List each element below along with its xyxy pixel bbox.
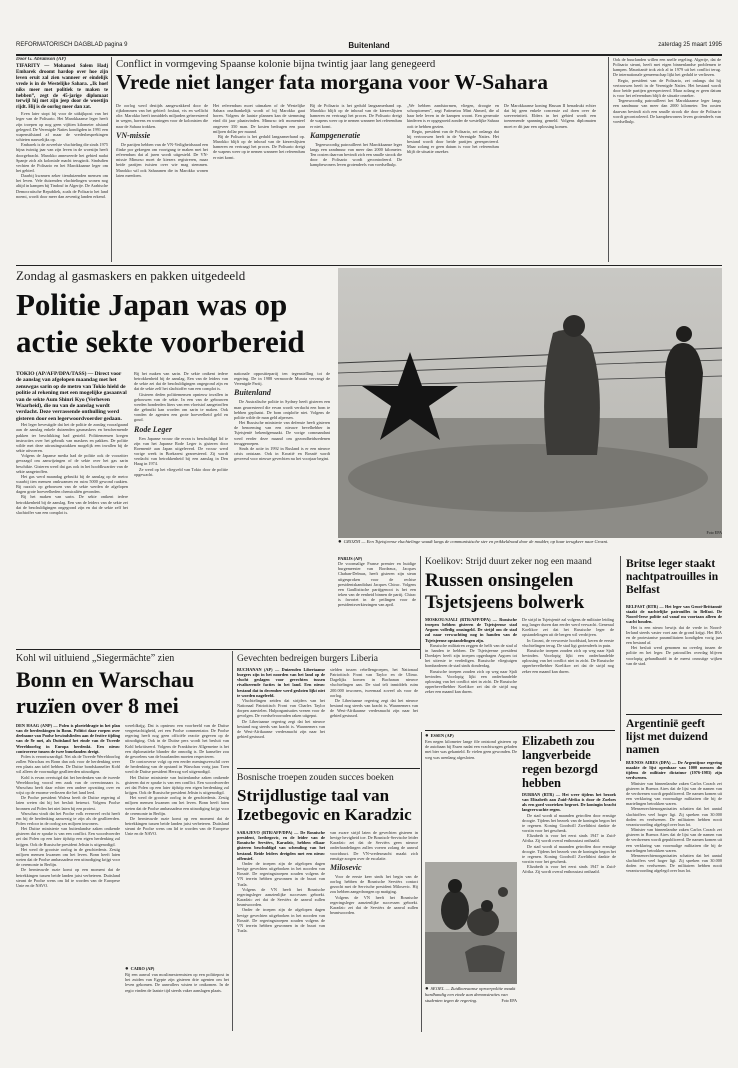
japan-subhead: Rode Leger — [134, 424, 172, 434]
japan-para: Het gas werd maandag gebruikt bij de aanslag op de metro waarbij tien mensen omkwamen en ruim 5000 gewond raakten. Bij razzia's op gebouwen van de sekte werden de afgelopen dagen grote hoeveelheden chemicaliën gevonden. — [16, 473, 128, 495]
japan-column — [16, 371, 128, 644]
argentinie-para: Mensenrechtenorganisaties schatten dat het aantal slachtoffers veel hoger ligt. Zij spreken van 30.000 doden en verdwenen. De militairen hebben nooit verantwoording afgelegd over hun lot. — [626, 852, 722, 874]
bonn-para: Polen is verontwaardigd. Net als de Tweede Wereldoorlog zullen Warschau en Bonn dan ook voor de herdenking weer een plaats aan tafel hebben. De Duitse bondskanselier Kohl wil alleen de voormalige geallieerden uitnodigen. — [16, 753, 120, 775]
parijs-dateline: PARIJS (AP) — [338, 556, 363, 561]
bosnie-para: van zware strijd laten de gevechten gisteren in hevige hevigheid toe. De Bosnisch-Servische leider Karadzic zei dat de Serviërs geen nieuwe onderhandelingen zullen voeren zolang de aanval voortduurt. De VN-vredesmacht maakt zich ernstige zorgen over de escalatie. — [330, 830, 418, 861]
bonn-column — [16, 723, 120, 1033]
bosnie-lead: SARAJEVO (RTR/AFP/DPA) — De Bosnische president, Izetbegovic, en de leider van de Bosnische Serviërs, Karadzic, hebben elkaar gisteren beschuldigd van schending van het bestand. Beide leiders dreigden met een nieuw offensief. — [237, 830, 325, 861]
sahara-para: Daarbij kwamen zeker tienduizenden mensen om het leven. Vele duizenden vluchtelingen wonen nog altijd in kampen bij Tindouf in Algerije. De Arabische Democratische Republiek, zoals de Polisario het land noemt, wordt door meer dan zeventig landen erkend. — [16, 173, 108, 199]
belfast-para: Het is een nieuw bewijs dat de vrede in Noord-Ierland steeds vaster voet aan de grond krijgt. Het IRA en de protestantse paramilitairen kondigden vorig jaar een bestand af. — [626, 624, 722, 646]
photo-credit: Foto EPA — [501, 997, 517, 1003]
sahara-para: Bij de Polisario is het geduld langzamerhand op. Marokko blijft op de inhoud van de kiezerslijsten hameren en vertraagt het proces. De Polisario dreigt de wapens weer op te nemen wanneer het referendum er niet komt. — [310, 103, 402, 129]
sahara-para: Even later stopt hij voor de uitkijkpost van het leger van de Polisario. Het Marokkaanse leger heeft zijn troepen op nog geen vijftien kilometer afstand gelegerd. De Verenigde Naties kondigden in 1991 een wapenstilstand af maar de vredesbesprekingen schieten nauwelijks op. — [16, 111, 108, 143]
liberia-para: Vluchtelingen zeiden dat strijders van het Nationaal Patriottisch Front van Charles Taylor dorpen aanvielen. Hulporganisaties vrezen voor de gevolgen. De voedselvoorraden raken uitgeput. — [237, 697, 325, 719]
section-rule — [626, 714, 722, 715]
zuidafrika-headline: Elizabeth zou langverbeide regen bezorgd hebben — [522, 734, 598, 790]
belfast-para: Het besluit werd genomen na overleg tussen de politie en het leger. De patrouilles overdag blijven voorlopig gehandhaafd in de meest onrustige wijken van de stad. — [626, 645, 722, 666]
bonn-para: wereldkrijg. Dat is opnieuw een voorbeeld van de Duitse vergeetachtigheid, zei een Poolse commentator. De Poolse regering heeft nog geen officiële reactie gegeven op de uitnodiging. Ook in de Duitse pers wordt het besluit van Kohl bekritiseerd. Volgens de Frankfurter Allgemeine is het een diplomatieke blunder die onnodig is. De kanselier zou de gevoelens van de buurlanden moeten respecteren. — [125, 723, 229, 759]
japan-subhead: Buitenland — [234, 388, 271, 398]
russen-para: Russische troepen zouden zich op weg naar Sjali bevinden. Voorlopig lijkt een onderhandelde oplossing van het conflict niet in zicht. De Russische opperbevelhebber Koelikov zei dat de strijd nog zeker een maand kan duren. — [522, 647, 614, 674]
sahara-body-column — [504, 103, 596, 262]
liberia-column — [330, 667, 418, 765]
parijs-text: De voormalige Franse premier en huidige burgemeester van Bordeaux, Jacques Chaban-Delmas, heeft gisteren zijn steun uitgesproken voor de rechtse presidentskandidaat Jacques Chirac. Volgens een Gaullistische partijgenoot is het een teken van de eenheid binnen de partij. Chirac is favoriet in de peilingen voor de presidentsverkiezingen van april. — [338, 561, 416, 608]
sahara-lead-column — [16, 57, 108, 263]
bosnie-para: Onder de troepen zijn de afgelopen dagen hevige gevechten uitgebroken in het noorden van Bosnië. De regeringstroepen zouden volgens de VN terrein hebben gewonnen in de buurt van Tuzla. — [237, 860, 325, 887]
sahara-body-column — [116, 103, 208, 262]
parijs-brief — [338, 556, 416, 660]
sahara-lead: TIFARITY — Mohamed Salem Hadj Embarek droomt hardop over hoe zijn leven eruit zal zien wanneer er eindelijk vrede is in de Westelijke Sahara. „Ik hoef niks meer met politiek te maken te hebben”, zegt de 45-jarige diplomaat terwijl hij met zijn jeep door de woestijn rijdt. Hij is de oorlog meer dan zat. — [16, 64, 108, 111]
bonn-para: De hernieuwde ruzie komt op een moment dat de betrekkingen tussen beide landen juist verbeteren. Duitsland steunt de Poolse wens om lid te worden van de Europese Unie en de NAVO. — [125, 815, 229, 837]
bonn-lead: DEN HAAG (ANP) — Polen is ploeteldragte in het plan van de herdenkingen in Bonn. Politici daar roepen over deelname van Poolse bewindslieden aan de festive tijding van de 8e mei, als Duitsland het einde van de Tweede Wereldoorlog in Europa herdenkt. Een nieuw controverse tussen de twee buurlanden dreigt. — [16, 723, 120, 754]
japan-para: Sinds de actie in 1992 in Rusland is er een nieuwe crisis ontstaan. Ook in Kroatië en Bosnië wordt gevreesd voor nieuwe gevechten nu het voorjaar begint. — [234, 445, 330, 462]
sahara-headline: Vrede niet langer fata morgana voor W-Sahara — [116, 72, 548, 94]
masthead-rule — [16, 54, 722, 56]
japan-para: De Australische politie in Sydney heeft gisteren een man gearresteerd die ervan wordt verdacht een bom te hebben geplaatst. De bom ontplofte niet. Volgens de politie wilde de man geld afpersen. — [234, 399, 330, 420]
japan-para: Gisteren deden politiemensen opnieuw invallen in gebouwen van de sekte. In een van de gebouwen werden honderden liters van een vloeistof aangetroffen die gebruikt kan worden om sarin te maken. Ook vonden de agenten een grote hoeveelheid geld en goud. — [134, 391, 228, 423]
bonn-column — [125, 723, 229, 963]
bonn-para: Het werd de grootste oorlog in de geschiedenis. Zestig miljoen mensen kwamen om het leven. Bonn heeft laten weten dat de Poolse ambassadeur een uitnodiging krijgt voor de ceremonie in Berlijn. — [125, 795, 229, 816]
sahara-subhead: Kampgeneratie — [310, 130, 361, 140]
byline: Door G. Abramson (AP) — [16, 57, 67, 62]
bonn-para: De hernieuwde ruzie komt op een moment dat de betrekkingen tussen beide landen juist verbeteren. Duitsland steunt de Poolse wens om lid te worden van de Europese Unie en de NAVO. — [16, 867, 120, 888]
zuidafrika-para: Elizabeth is voor het eerst sinds 1947 in Zuid-Afrika. Zij wordt overal enthousiast onthaald. — [522, 864, 616, 875]
argentinie-column — [626, 760, 722, 1030]
masthead — [16, 41, 722, 53]
sahara-para: Het referendum moet uitmaken of de Westelijke Sahara onafhankelijk wordt of bij Marokko gaat horen. Volgens de laatste plannen kan de stemming eind dit jaar plaatsvinden. Minurso telt momenteel ongeveer 350 man. De kosten bedragen een paar miljoen dollar per maand. — [213, 103, 305, 134]
zuidafrika-para: De stad wordt al maanden getroffen door ernstige droogte. Tijdens het bezoek van de koningin begon het te regenen. Koning Goodwill Zwelithini dankte de vorstin voor het geschenk. — [522, 812, 616, 834]
essen-brief — [425, 733, 517, 819]
sahara-para: De partijen hebben van de VN-Veiligheidsraad een flinke por gekregen om voortgang te maken met het referendum dat al jaren wordt uitgesteld. De VN-missie Minurso moet de kiezers registreren, maar beide partijen twisten over wie mag stemmen. Marokko wil ook Saharanen die in Marokko wonen laten meedoen. — [116, 141, 208, 178]
bonn-para: Het werd de grootste oorlog in de geschiedenis. Zestig miljoen mensen kwamen om het leven. Bonn heeft laten weten dat de Poolse ambassadeur een uitnodiging krijgt voor de ceremonie in Berlijn. — [16, 846, 120, 868]
argentinie-para: Minister van binnenlandse zaken Carlos Corach zei gisteren in Buenos Aires dat de lijst van de namen van de verdwenen wordt gepubliceerd. De namen komen uit een verklaring van voormalige militairen die bij de martelingen betrokken waren. — [626, 780, 722, 807]
bosnie-para: Volgens de VN heeft het Bosnische regeringsleger aanzienlijke successen geboekt. Karadzic zei dat de Serviërs de aanval zullen beantwoorden. — [237, 886, 325, 908]
sahara-para: Ook de buurlanden willen een snelle regeling. Algerije, dat de Polisario steunt, heeft met eigen binnenlandse problemen te kampen. Mauritanië trok zich al in 1979 uit het conflict terug. De internationale gemeenschap lijkt het geduld te verliezen. — [613, 57, 721, 78]
sahara-para: Bij de Polisario is het geduld langzamerhand op. Marokko blijft op de inhoud van de kiezerslijsten hameren en vertraagt het proces. De Polisario dreigt de wapens weer op te nemen wanneer het referendum er niet komt. — [213, 133, 305, 160]
belfast-headline: Britse leger staakt nachtpatrouilles in Belfast — [626, 558, 719, 596]
bonn-para: Het Duitse ministerie van buitenlandse zaken ontkende gisteren dat er sprake is van een conflict. Een woordvoerder zei dat Polen op een later tijdstip een eigen herdenking zal krijgen. Ook de Russische president Jeltsin is uitgenodigd. — [125, 774, 229, 796]
zuidafrika-para: Elizabeth is voor het eerst sinds 1947 in Zuid-Afrika. Zij wordt overal enthousiast onthaald. — [522, 833, 616, 844]
cairo-text: Bij een aanval van moslimextremisten op een politiepost in het zuiden van Egypte zijn gisteren drie agenten om het leven gekomen. De aanvallers wisten te ontkomen. In de regio vinden de laatste tijd steeds vaker aanslagen plaats. — [125, 972, 229, 993]
sahara-para: De Marokkaanse koning Hassan II benadrukt echter dat hij geen enkele concessie zal doen over de soevereiniteit. Elders in het gebied wordt een toenemende spanning gemeld. Volgens diplomaten moet er dit jaar een oplossing komen. — [504, 103, 596, 129]
bosnie-column — [237, 830, 325, 1032]
argentinie-headline: Argentinië geeft lijst met duizend namen — [626, 718, 708, 756]
bosnie-subhead: Milosevic — [330, 862, 362, 872]
japan-para: Ze werd op het vliegveld van Tokio door de politie opgewacht. — [134, 466, 228, 477]
japan-para: nationale oppositiepartij ten tegenstelling tot de regering. De in 1988 vermoorde Murata vervangt de Verenigde Partij. — [234, 371, 330, 387]
column-divider — [421, 732, 422, 1032]
paper-name: REFORMATORISCH DAGBLAD pagina 9 — [16, 42, 128, 48]
liberia-kicker: Gevechten bedreigen burgers Liberia — [237, 654, 378, 664]
japan-para: Het Russische ministerie van defensie heeft gisteren de benoeming van een nieuwe bevelhebber in Tsjetsjenië bekendgemaakt. De vorige commandant werd eerder deze maand om gezondheidsredenen teruggeroepen. — [234, 420, 330, 446]
bullet-icon: ● — [425, 986, 429, 992]
bullet-icon: ● — [338, 539, 342, 545]
bullet-icon: ● — [125, 966, 129, 972]
bonn-para: De Poolse president Walesa heeft de Duitse regering al laten weten dat hij het besluit betreurt. Volgens Poolse bronnen zal Polen het niet laten bij een protest. — [16, 795, 120, 811]
russen-headline: Russen onsingelen Tsjetsjeens bolwerk — [425, 570, 585, 613]
japan-para: Het leger bevestigde dat het de politie de zondag voorafgaand aan de aanslag enkele duizenden gasmaskers en beschermende pakken ter beschikking had gesteld. Politiemensen kregen instructies over het gebruik van maskers en pakken. De politie wilde met deze uitrustingsstukken mogelijk een invallen bij de sekte uitvoeren. — [16, 422, 128, 454]
sahara-body-column — [213, 103, 305, 262]
japan-column — [234, 371, 330, 644]
japan-column — [134, 371, 228, 644]
seoel-photo-image — [425, 862, 517, 984]
russen-kicker: Koelikov: Strijd duurt zeker nog een maand — [425, 557, 592, 567]
column-divider — [608, 57, 609, 262]
section-rule — [237, 768, 420, 769]
grozni-photo-image — [338, 268, 722, 538]
bonn-headline: Bonn en Warschau ruzïen over 8 mei — [16, 667, 195, 718]
section-rule — [425, 730, 615, 731]
cairo-brief — [125, 966, 229, 1032]
photo-caption — [425, 986, 517, 1030]
sahara-para: Regio, president van de Polisario, zei onlangs dat hij vertrouwen heeft in de Verenigde Naties. Het bestand wordt door beide partijen gerespecteerd. Maar zolang er geen datum is voor het referendum blijft de situatie onzeker. — [613, 77, 721, 99]
sahara-para: „We hebben zandstormen, vliegen, droogte en schorpioenen”, zegt Fatimetou Mint Ahmed, die al haar hele leven in de kampen woont. Een generatie kinderen is er opgegroeid zonder de westelijke Sahara ooit te hebben gezien. — [407, 103, 499, 129]
bonn-para: Warschau vindt dat het Poolse volk evenveel recht heeft om bij de herdenking aanwezig te zijn als de geallieerden. Polen verloor in de oorlog zes miljoen inwoners. — [16, 810, 120, 826]
zuidafrika-column — [522, 792, 616, 1032]
japan-headline: Politie Japan was op actie sekte voorbereid — [16, 287, 305, 359]
page-date: zaterdag 25 maart 1995 — [658, 42, 722, 48]
russen-column — [425, 617, 517, 727]
russen-para: De strijd in Tsjetsjenië zal volgens de militaire leiding nog langer duren dan eerder werd verwacht. Generaal Koelikov zei dat het Russische leger de opstandelingen uit de bergen wil verdrijven. — [522, 617, 614, 638]
section-rule — [16, 265, 722, 266]
section-rule — [16, 649, 420, 650]
liberia-lead: BUCHANAN (AP) — Duizenden Liberiaanse burgers zijn in het noorden van het land op de vlucht geslagen voor gevechten tussen rivaliserende facties in het land. Een nieuw bestand dat in december werd gesloten lijkt niet te worden nageleefd. — [237, 667, 325, 698]
liberia-para: De Liberiaanse regering zegt dat het nieuwe bestand nog steeds van kracht is. Waarnemers van de West-Afrikaanse vredesmacht zijn naar het gebied gestuurd. — [237, 718, 325, 740]
sahara-body-column — [407, 103, 499, 262]
argentinie-para: Minister van binnenlandse zaken Carlos Corach zei gisteren in Buenos Aires dat de lijst van de namen van de verdwenen wordt gepubliceerd. De namen komen uit een verklaring van voormalige militairen die bij de martelingen betrokken waren. — [626, 827, 722, 853]
japan-kicker: Zondag al gasmaskers en pakken uitgedeeld — [16, 269, 246, 283]
russen-para: Russische troepen zouden zich op weg naar Sjali bevinden. Voorlopig lijkt een onderhandelde oplossing van het conflict niet in zicht. De Russische opperbevelhebber Koelikov zei dat de strijd nog zeker een maand kan duren. — [425, 668, 517, 695]
japan-lead: TOKIO (AP/AFP/DPA/TASS) — Direct voor de aanslag van afgelopen maandag met het zenuwgas sarin op de metro van Tokio hield de politie al rekening met een mogelijke gasaanval van de sekte Aum Shinri Kyo (Verheven Waarheid), die nu van de aanslag wordt verdacht. Deze verrassende onthulling werd gisteren door een legerwoordvoerder gedaan. — [16, 371, 127, 422]
cairo-dateline: CAIRO (AP) — [130, 966, 155, 971]
bonn-para: Het Duitse ministerie van buitenlandse zaken ontkende gisteren dat er sprake is van een conflict. Een woordvoerder zei dat Polen op een later tijdstip een eigen herdenking zal krijgen. Ook de Russische president Jeltsin is uitgenodigd. — [16, 826, 120, 847]
sahara-right-column — [613, 57, 721, 262]
zuidafrika-lead: DURBAN (RTR) — Het weer tijdens het bezoek van Elizabeth aan Zuid-Afrika is door de Zoeloes als een goed voorteken begroet. De koningin bracht langverwachte regen. — [522, 792, 616, 813]
essen-dateline: ESSEN (AP) — [430, 733, 454, 738]
sahara-subhead: VN-missie — [116, 130, 151, 140]
japan-para: Bij het maken van sarin. De sekte ontkent iedere betrokkenheid bij de aanslag. Een van de leiders van de sekte zei dat de beschuldigingen ongegrond zijn en dat de sekte zelf het slachtoffer van een complot is. — [134, 371, 228, 392]
column-divider — [111, 57, 112, 262]
belfast-lead: BELFAST (RTR) — Het leger van Groot-Brittannië staakt de nachtelijke patrouilles in Belfast. De Noord-Ierse politie zal vanaf nu voortaan alleen de wacht houden. — [626, 604, 722, 625]
column-divider — [420, 556, 421, 659]
grozni-caption: GROZNI — Een Tsjetsjeense vluchtelinge waadt langs de communistische ster en prikkeldraad door de modder, op haar terugkeer naar Grozni. — [343, 539, 609, 544]
essen-text: Een negen kilometer lange file ontstond gisteren op de autobaan bij Essen nadat een vrachtwagen geladen met bier was gekanteld. Er vielen geen gewonden. De weg was urenlang afgesloten. — [425, 739, 517, 760]
sahara-para: Regio, president van de Polisario, zei onlangs dat hij vertrouwen heeft in de Verenigde Naties. Het bestand wordt door beide partijen gerespecteerd. Maar zolang er geen datum is voor het referendum blijft de situatie onzeker. — [407, 128, 499, 155]
sahara-para: De oorlog werd destijds aangewakkerd door de rijkdommen van het gebied: fosfaat, vis en wellicht olie. Marokko heeft inmiddels miljarden geïnvesteerd in wegen, havens en woningen voor de kolonisten die naar de Sahara trokken. — [116, 103, 208, 129]
zuidafrika-para: De stad wordt al maanden getroffen door ernstige droogte. Tijdens het bezoek van de koningin begon het te regenen. Koning Goodwill Zwelithini dankte de vorstin voor het geschenk. — [522, 843, 616, 865]
japan-para: Bij het maken van sarin. De sekte ontkent iedere betrokkenheid bij de aanslag. Een van de leiders van de sekte zei dat de beschuldigingen ongegrond zijn en dat de sekte zelf het slachtoffer van een complot is. — [16, 494, 128, 515]
bosnie-column — [330, 830, 418, 1032]
japan-para: Volgens de Japanse media had de politie ook de voorzitter gevraagd om aanwijzingen of de sekte over het gas sarin beschikte. Gisteren werd dat gas ook in het hoofdkwartier van de sekte aangetroffen. — [16, 453, 128, 474]
liberia-para: De Liberiaanse regering zegt dat het nieuwe bestand nog steeds van kracht is. Waarnemers van de West-Afrikaanse vredesmacht zijn naar het gebied gestuurd. — [330, 697, 418, 719]
argentinie-para: Mensenrechtenorganisaties schatten dat het aantal slachtoffers veel hoger ligt. Zij spreken van 30.000 doden en verdwenen. De militairen hebben nooit verantwoording afgelegd over hun lot. — [626, 806, 722, 827]
sahara-para: Tegenwoordig patrouilleert het Marokkaanse leger langs een zandmuur van meer dan 2000 kilometer. Ten oosten daarvan bevindt zich een smalle strook die door de Polisario wordt gecontroleerd. De kampbewoners leven grotendeels van voedselhulp. — [613, 98, 721, 124]
sahara-para: Tegenwoordig patrouilleert het Marokkaanse leger langs een zandmuur van meer dan 2000 kilometer. Ten oosten daarvan bevindt zich een smalle strook die door de Polisario wordt gecontroleerd. De kampbewoners leven grotendeels van voedselhulp. — [310, 141, 402, 168]
bosnie-headline: Strijdlustige taal van Izetbegovic en Karadzic — [237, 786, 412, 824]
japan-para: Een Japanse vrouw die ervan is beschuldigd lid te zijn van het Japanse Rode Leger is gisteren door Roemenië aan Japan uitgeleverd. De vrouw werd vorige week in Boekarest gearresteerd. Zij wordt verdacht van betrokkenheid bij een aanslag in Den Haag in 1974. — [134, 435, 228, 467]
section-title: Buitenland — [348, 41, 390, 50]
russen-para: In Grozni, de verwoeste hoofdstad, keren de eerste vluchtelingen terug. De stad ligt grotendeels in puin. — [522, 637, 614, 648]
bosnie-para: Volgens de VN heeft het Bosnische regeringsleger aanzienlijke successen geboekt. Karadzic zei dat de Serviërs de aanval zullen beantwoorden. — [330, 894, 418, 916]
seoel-photo — [425, 862, 517, 984]
grozni-photo — [338, 268, 722, 538]
russen-column — [522, 617, 614, 727]
argentinie-lead: BUENOS AIRES (DPA) — De Argentijnse regering maakte de lijst openbaar van 1000 mensen die tijdens de militaire dictatuur (1976-1983) zijn verdwenen. — [626, 760, 722, 781]
column-divider — [620, 556, 621, 761]
column-divider — [232, 651, 233, 1031]
photo-caption — [338, 539, 722, 551]
seoel-caption: SEOEL — Zuidkoreaanse oproerpolitie maakt hardhandig een einde aan demonstraties van studenten tegen de regering. — [425, 986, 516, 1003]
bullet-icon: ● — [425, 733, 429, 739]
bosnie-para: Voor de eerste keer sinds het begin van de oorlog hebben de Bosnische Serviërs contact gezocht met de Servische president Milosevic. Hij zou hebben aangedrongen op matiging. — [330, 873, 418, 895]
sahara-body-column — [310, 103, 402, 262]
bonn-para: Kohl is ervan overtuigd dat het herdenken van de tweede Wereldoorlog vooral een zaak van de overwinnaars is. Warschau heeft daar echter een andere opvatting over en wijst op de enorme verliezen die het land leed. — [16, 774, 120, 796]
bonn-kicker: Kohl wil uitluiend „Siegermächte” zien — [16, 653, 175, 664]
russen-para: Russische militairen zeggen de helft van de stad al in handen te hebben. De Tsjetsjeense president Doedajev heeft zijn troepen opgedragen Argoen tot het uiterste te verdedigen. Russische vliegtuigen bombarderen de stad sinds donderdag. — [425, 642, 517, 669]
russen-lead: MOSKOU/SJALI (RTR/AFP/DPA) — Russische troepen hebben gisteren de Tsjetsjeense stad Argoen volledig omsingeld. De strijd om de stad zal naar verwachting nog in handen van de Tsjetsjeense opstandelingen zijn. — [425, 617, 517, 643]
bonn-para: De controverse volgt op een eerder meningsverschil over de herdenking van de opstand in Warschau vorig jaar. Toen werd de Duitse president Herzog wel uitgenodigd. — [125, 759, 229, 775]
sahara-kicker: Conflict in vormgeving Spaanse kolonie bijna twintig jaar lang genegeerd — [116, 58, 436, 70]
bosnie-para: Onder de troepen zijn de afgelopen dagen hevige gevechten uitgebroken in het noorden van Bosnië. De regeringstroepen zouden volgens de VN terrein hebben gewonnen in de buurt van Tuzla. — [237, 907, 325, 933]
liberia-para: stelden tussen rebellengroepen, het Nationaal Patriottisch Front van Taylor en de Ulimo. Dagelijks komen in Buchanan nieuwe vluchtelingen aan. De stad telt inmiddels ruim 200.000 inwoners, tweemaal zoveel als voor de oorlog. — [330, 667, 418, 698]
photo-credit: Foto EPA — [706, 530, 722, 535]
sahara-para: Embarek is de zoveelste vluchteling die sinds 1975 bijna twintig jaar van zijn leven in de woestijn heeft doorgebracht. Marokko annexeerde het gebied nadat Spanje zich als koloniale macht terugtrok. Sindsdien vechten de Polisario en het Marokkaanse leger om het gebied. — [16, 142, 108, 173]
liberia-column — [237, 667, 325, 765]
belfast-column — [626, 604, 722, 712]
bosnie-kicker: Bosnische troepen zouden succes boeken — [237, 773, 394, 783]
